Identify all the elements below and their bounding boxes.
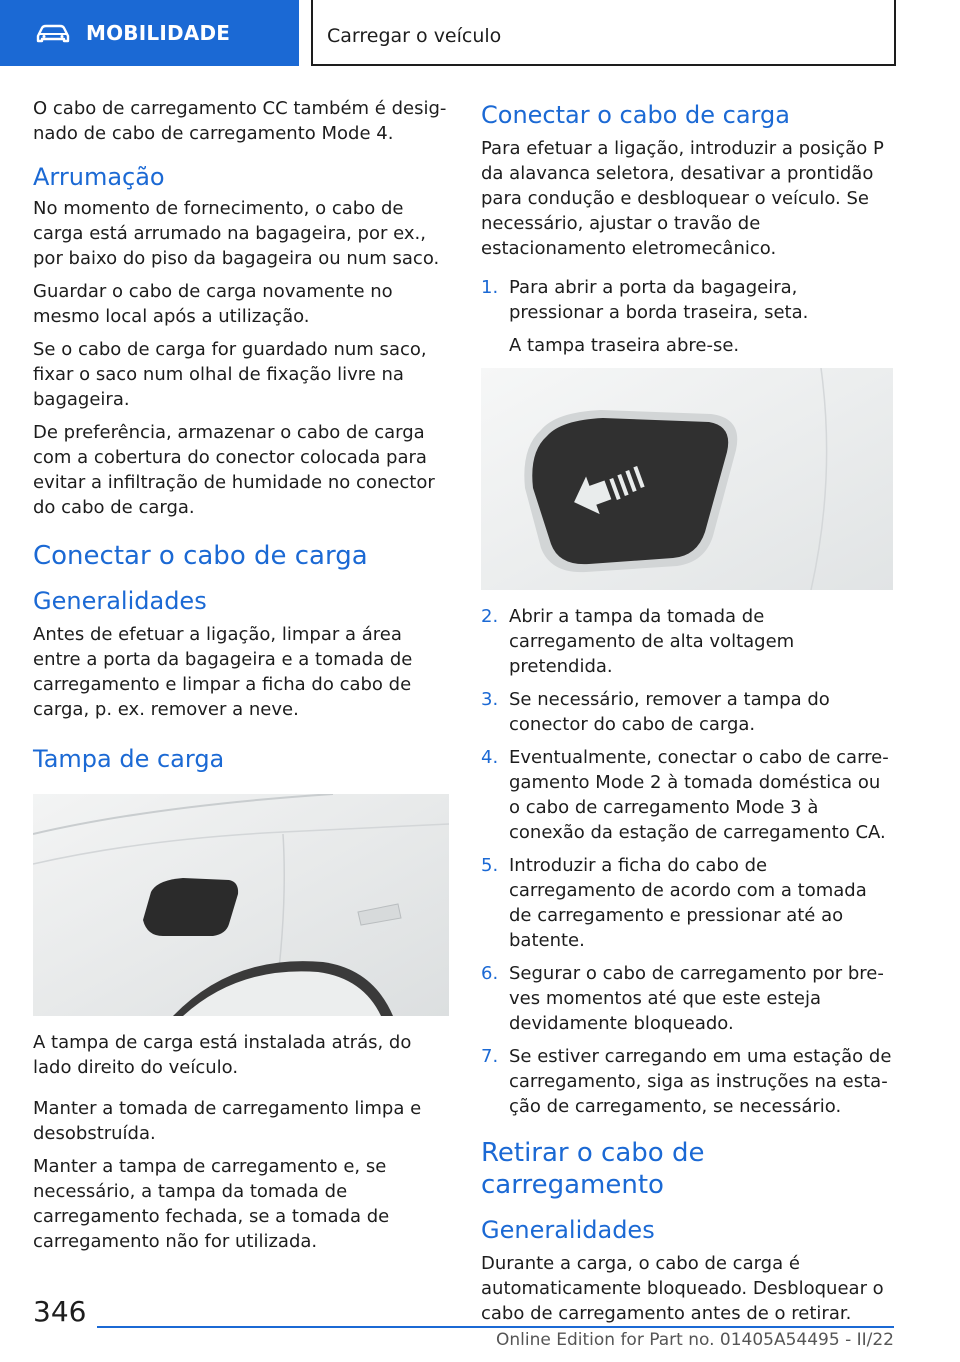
step-number: 6. xyxy=(481,963,499,984)
flap-paragraph-1: A tampa de carga está instalada atrás, do lado direito do veículo. xyxy=(33,1032,412,1078)
right-connect-paragraph: Para efetuar a ligação, introduzir a posição P da alavanca seletora, desativar a prontidão para condução e desbloquear o veículo. Se necessário, ajustar o travão de estacionamento eletromecânico. xyxy=(481,138,884,259)
steps-list-first xyxy=(481,275,893,325)
charging-flap-illustration xyxy=(33,794,449,1016)
list-item xyxy=(481,1044,893,1119)
charging-flap-photo xyxy=(33,794,449,1016)
step-note: A tampa traseira abre-se. xyxy=(509,335,740,356)
tailgate-flap-photo xyxy=(481,368,893,590)
remove-paragraph: Durante a carga, o cabo de carga é automaticamente bloqueado. Desbloquear o cabo de carregamento antes de o retirar. xyxy=(481,1253,884,1324)
chapter-title: Carregar o veículo xyxy=(327,25,502,47)
steps-list xyxy=(481,604,893,1119)
step-number: 2. xyxy=(481,606,499,627)
section-label: MOBILIDADE xyxy=(86,21,231,45)
connect-subheading: Generalidades xyxy=(33,587,207,615)
edition-text: Online Edition for Part no. 01405A54495 - II/22 xyxy=(495,1330,894,1350)
list-item xyxy=(481,961,893,1036)
flap-paragraph-3: Manter a tampa de carregamento e, se necessário, a tampa da tomada de carregamento fechada, se a tomada de carregamento não for utilizada. xyxy=(33,1156,390,1252)
storage-paragraph-4: De preferência, armazenar o cabo de carga com a cobertura do conector colocada para evitar a infiltração de humidade no conector do cabo de carga. xyxy=(33,422,435,518)
left-column xyxy=(33,96,449,1262)
connect-heading: Conectar o cabo de carga xyxy=(33,541,368,571)
connect-paragraph: Antes de efetuar a ligação, limpar a área entre a porta da bagageira e a tomada de carregamento e limpar a ficha do cabo de carga, p. ex. remover a neve. xyxy=(33,624,413,720)
step-text: Eventualmente, conectar o cabo de carregamento Mode 2 à tomada doméstica ou o cabo de carregamento Mode 3 à conexão da estação de carregamento CA. xyxy=(509,747,889,843)
step-text: Introduzir a ficha do cabo de carregamento de acordo com a tomada de carregamento e pressionar até ao batente. xyxy=(509,855,867,951)
step-text: Se estiver carregando em uma estação de carregamento, siga as instruções na estação de carregamento, se necessário. xyxy=(509,1046,892,1117)
right-column xyxy=(481,96,893,1334)
page-number: 346 xyxy=(33,1295,87,1328)
footer-divider xyxy=(97,1326,894,1328)
step-number: 3. xyxy=(481,689,499,710)
remove-subheading: Generalidades xyxy=(481,1216,655,1244)
remove-heading: Retirar o cabo de carregamento xyxy=(481,1138,705,1200)
storage-heading: Arrumação xyxy=(33,163,165,191)
step-text: Abrir a tampa da tomada de carregamento de alta voltagem pretendida. xyxy=(509,606,795,677)
intro-paragraph: O cabo de carregamento CC também é designado de cabo de carregamento Mode 4. xyxy=(33,98,447,144)
flap-heading: Tampa de carga xyxy=(33,745,225,773)
arrow-flap-illustration xyxy=(481,368,893,590)
storage-paragraph-2: Guardar o cabo de carga novamente no mesmo local após a utilização. xyxy=(33,281,393,327)
list-item xyxy=(481,687,893,737)
chapter-header xyxy=(311,0,896,66)
step-text: Segurar o cabo de carregamento por breves momentos até que este esteja devidamente bloqueado. xyxy=(509,963,884,1034)
storage-paragraph-1: No momento de fornecimento, o cabo de carga está arrumado na bagageira, por ex., por baixo do piso da bagageira ou num saco. xyxy=(33,198,440,269)
list-item xyxy=(481,745,893,845)
flap-paragraph-2: Manter a tomada de carregamento limpa e desobstruída. xyxy=(33,1098,422,1144)
step-number: 7. xyxy=(481,1046,499,1067)
storage-paragraph-3: Se o cabo de carga for guardado num saco, fixar o saco num olhal de fixação livre na bagageira. xyxy=(33,339,427,410)
step-text: Para abrir a porta da bagageira, pressionar a borda traseira, seta. xyxy=(509,277,809,323)
car-icon xyxy=(34,22,72,44)
step-number: 5. xyxy=(481,855,499,876)
section-tab xyxy=(0,0,299,66)
list-item xyxy=(481,604,893,679)
right-connect-heading: Conectar o cabo de carga xyxy=(481,101,790,129)
step-number: 4. xyxy=(481,747,499,768)
list-item xyxy=(481,275,893,325)
list-item xyxy=(481,853,893,953)
step-text: Se necessário, remover a tampa do conector do cabo de carga. xyxy=(509,689,830,735)
step-number: 1. xyxy=(481,277,499,298)
